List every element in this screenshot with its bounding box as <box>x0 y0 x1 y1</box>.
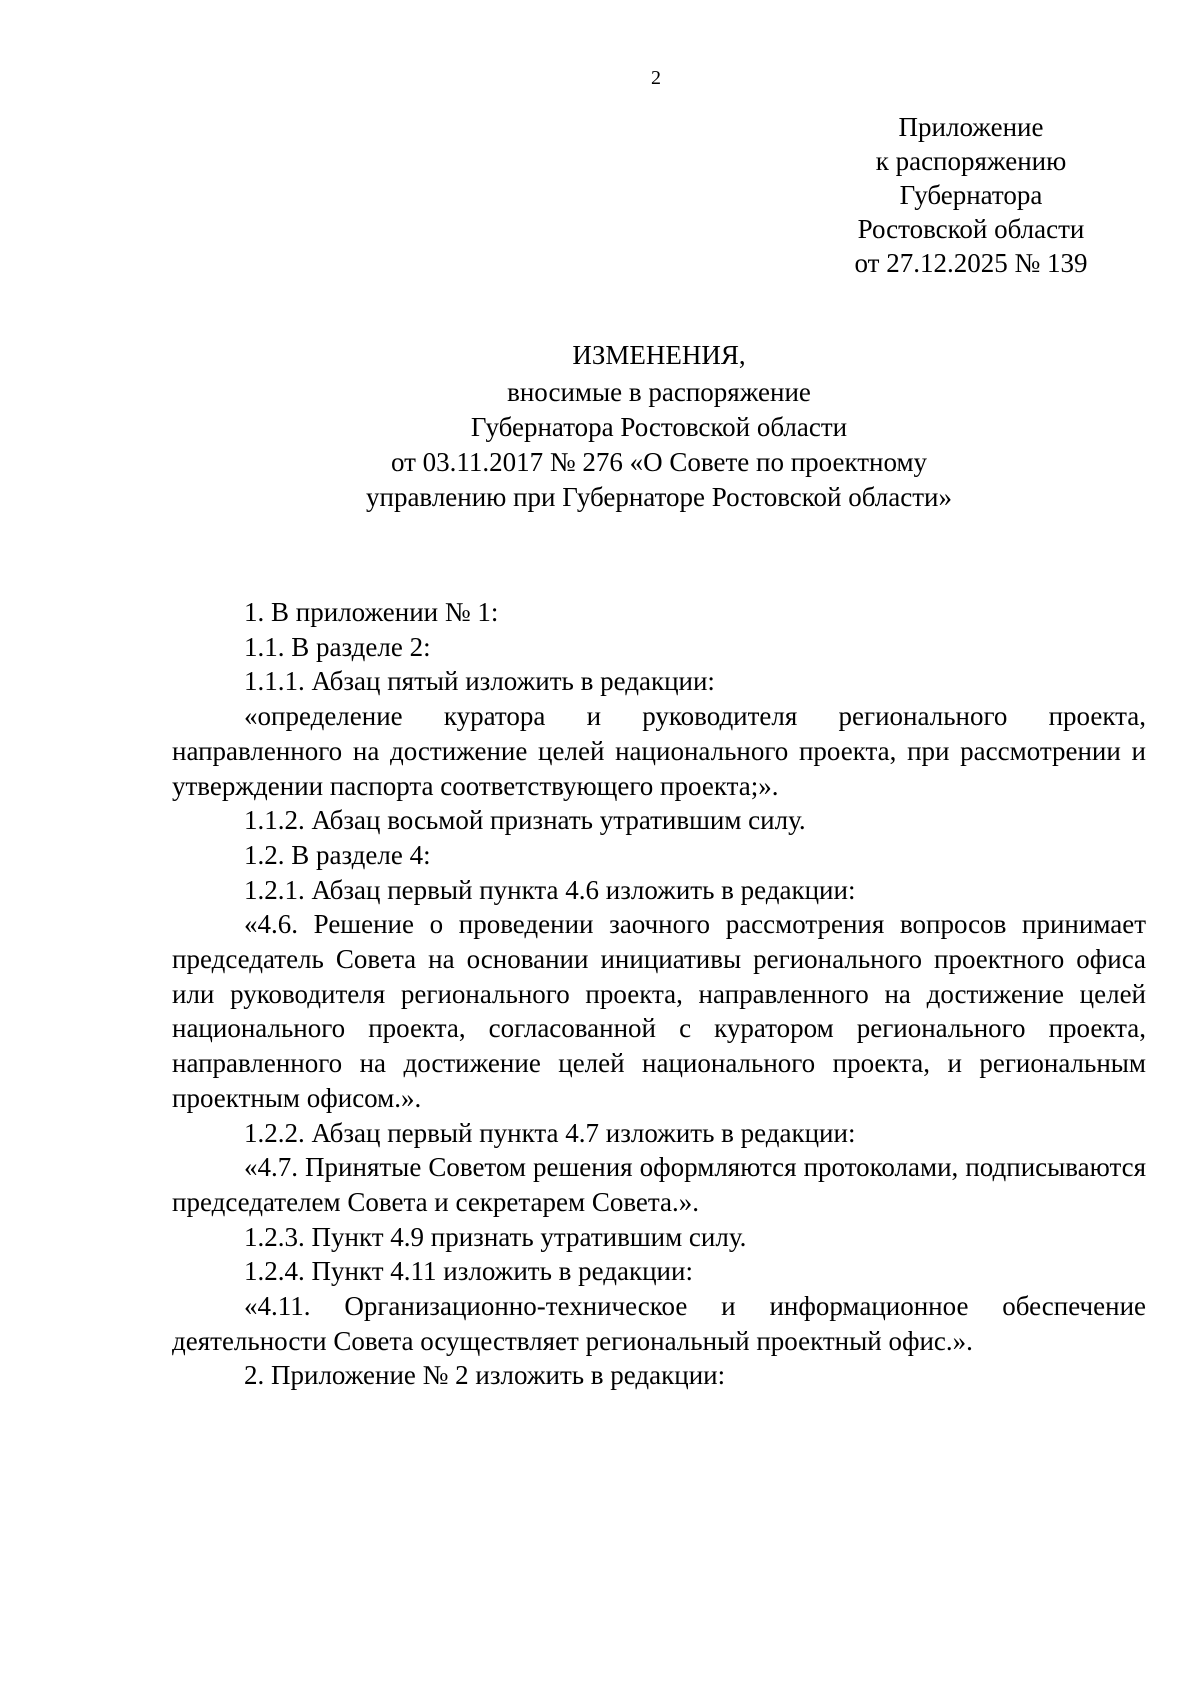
body-paragraph: 1. В приложении № 1: <box>244 597 499 627</box>
appendix-line: Губернатора <box>899 180 1043 210</box>
page-number: 2 <box>651 67 661 89</box>
document-subtitle-line: Губернатора Ростовской области <box>470 412 848 442</box>
body-paragraph: 1.2.3. Пункт 4.9 признать утратившим силу. <box>244 1221 747 1252</box>
document-body <box>172 595 1146 1393</box>
body-paragraph: «4.7. Принятые Советом решения оформляются протоколами, подписываются председателем Совета и секретарем Совета.». <box>172 1152 1146 1217</box>
body-paragraph: 1.1.1. Абзац пятый изложить в редакции: <box>244 666 715 697</box>
body-paragraph: 1.2. В разделе 4: <box>244 839 431 870</box>
body-paragraph: 1.1. В разделе 2: <box>244 631 431 662</box>
document-subtitle-line: управлению при Губернаторе Ростовской области» <box>366 482 952 512</box>
appendix-line: от 27.12.2025 № 139 <box>854 248 1088 278</box>
body-paragraph: «4.11. Организационно-техническое и информационное обеспечение деятельности Совета осуществляет региональный проектный офис.». <box>172 1291 1146 1356</box>
document-title: ИЗМЕНЕНИЯ, <box>572 340 746 370</box>
body-paragraph: 1.2.2. Абзац первый пункта 4.7 изложить в редакции: <box>244 1117 856 1148</box>
appendix-stamp <box>820 110 1122 280</box>
document-subtitle-line: от 03.11.2017 № 276 «О Совете по проектному <box>390 447 928 477</box>
appendix-line: Ростовской области <box>857 214 1085 244</box>
document-subtitle-line: вносимые в распоряжение <box>507 377 811 407</box>
body-paragraph: 2. Приложение № 2 изложить в редакции: <box>244 1360 726 1391</box>
appendix-line: Приложение <box>898 112 1044 142</box>
appendix-line: к распоряжению <box>875 146 1067 176</box>
body-paragraph: 1.2.4. Пункт 4.11 изложить в редакции: <box>244 1256 693 1287</box>
body-paragraph: «4.6. Решение о проведении заочного рассмотрения вопросов принимает председатель Совета на основании инициативы регионального проектного офиса или руководителя регионального проекта, направленного на достижение целей национального проекта, согласованной с куратором регионального проекта, направленного на достижение целей национального проекта, и региональным проектным офисом.». <box>172 909 1146 1113</box>
body-paragraph: «определение куратора и руководителя регионального проекта, направленного на достижение целей национального проекта, при рассмотрении и утверждении паспорта соответствующего проекта;». <box>172 701 1146 801</box>
body-paragraph: 1.2.1. Абзац первый пункта 4.6 изложить в редакции: <box>244 874 856 905</box>
body-paragraph: 1.1.2. Абзац восьмой признать утратившим силу. <box>244 805 806 836</box>
document-heading <box>172 338 1146 515</box>
